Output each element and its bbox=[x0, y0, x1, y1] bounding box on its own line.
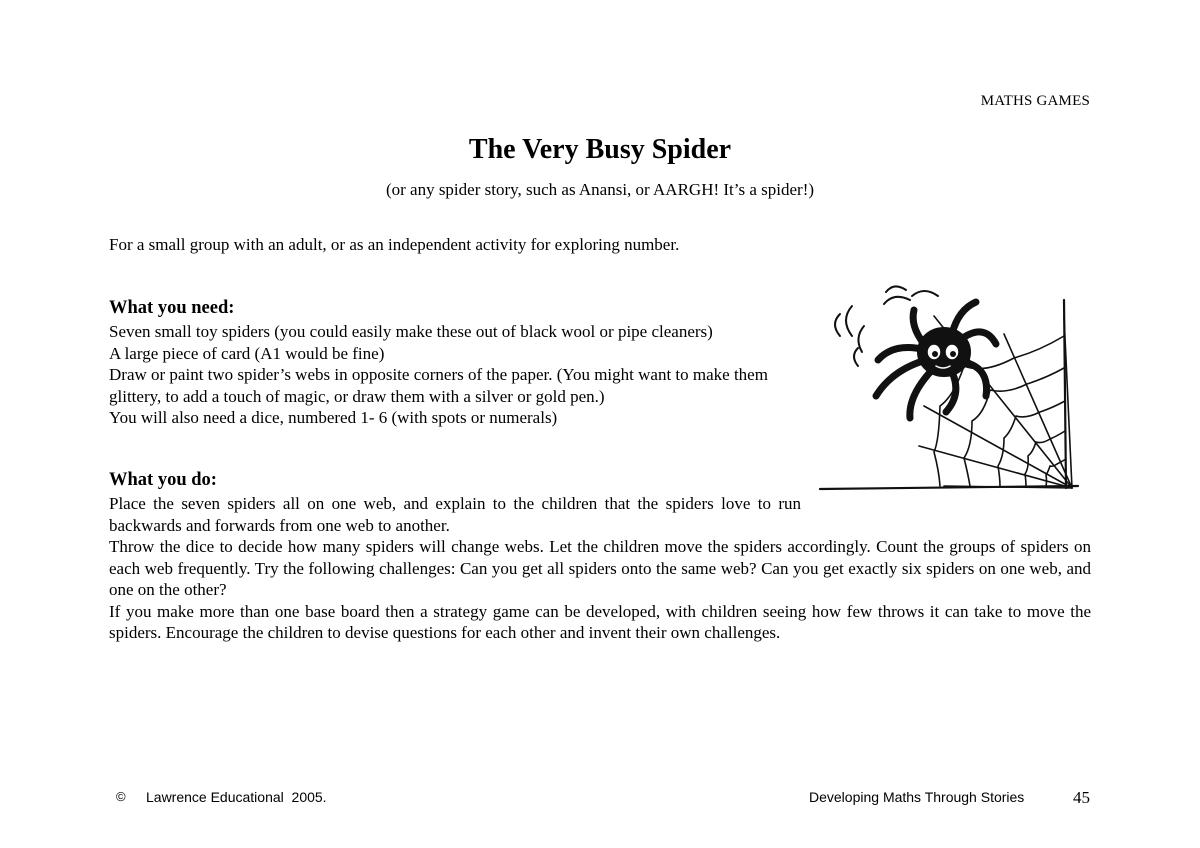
spider-on-web-icon bbox=[814, 256, 1096, 508]
footer-book-title: Developing Maths Through Stories bbox=[809, 789, 1025, 805]
need-line: A large piece of card (A1 would be fine) bbox=[109, 343, 385, 363]
need-line: Draw or paint two spider’s webs in opposite corners of the paper. (You might want to make them glittery, to add a touch of magic, or draw them with a silver or gold pen.) bbox=[109, 365, 768, 406]
what-you-need-heading: What you need: bbox=[109, 298, 235, 318]
need-line: Seven small toy spiders (you could easily make these out of black wool or pipe cleaners) bbox=[109, 322, 713, 341]
do-paragraph: If you make more than one base board then a strategy game can be developed, with children seeing how few throws it can take to move the spiders. Encourage the children to devise questions for each other and invent their own challenges. bbox=[109, 601, 1091, 642]
page-number: 45 bbox=[1073, 788, 1090, 807]
copyright-symbol: © bbox=[116, 789, 126, 804]
what-you-need-list bbox=[109, 321, 809, 429]
do-paragraph: Place the seven spiders all on one web, and explain to the children that the spiders love to run backwards and forwards from one web to another. bbox=[109, 494, 801, 535]
footer-publisher: Lawrence Educational 2005. bbox=[146, 789, 327, 805]
page-subtitle: (or any spider story, such as Anansi, or AARGH! It’s a spider!) bbox=[385, 180, 815, 199]
section-label: MATHS GAMES bbox=[980, 93, 1090, 109]
what-you-do-paragraph bbox=[109, 493, 801, 536]
intro-text: For a small group with an adult, or as an independent activity for exploring number. bbox=[109, 235, 680, 254]
what-you-do-continued bbox=[109, 536, 1091, 644]
do-paragraph: Throw the dice to decide how many spiders will change webs. Let the children move the spiders accordingly. Count the groups of spiders on each web frequently. Try the following challenges: Can you get all spiders onto the same web? Can you get exactly six spiders on one web, and one on the other? bbox=[109, 537, 1091, 599]
need-line: You will also need a dice, numbered 1- 6 (with spots or numerals) bbox=[109, 408, 558, 427]
page-title: The Very Busy Spider bbox=[468, 134, 732, 165]
what-you-do-heading: What you do: bbox=[109, 470, 217, 490]
